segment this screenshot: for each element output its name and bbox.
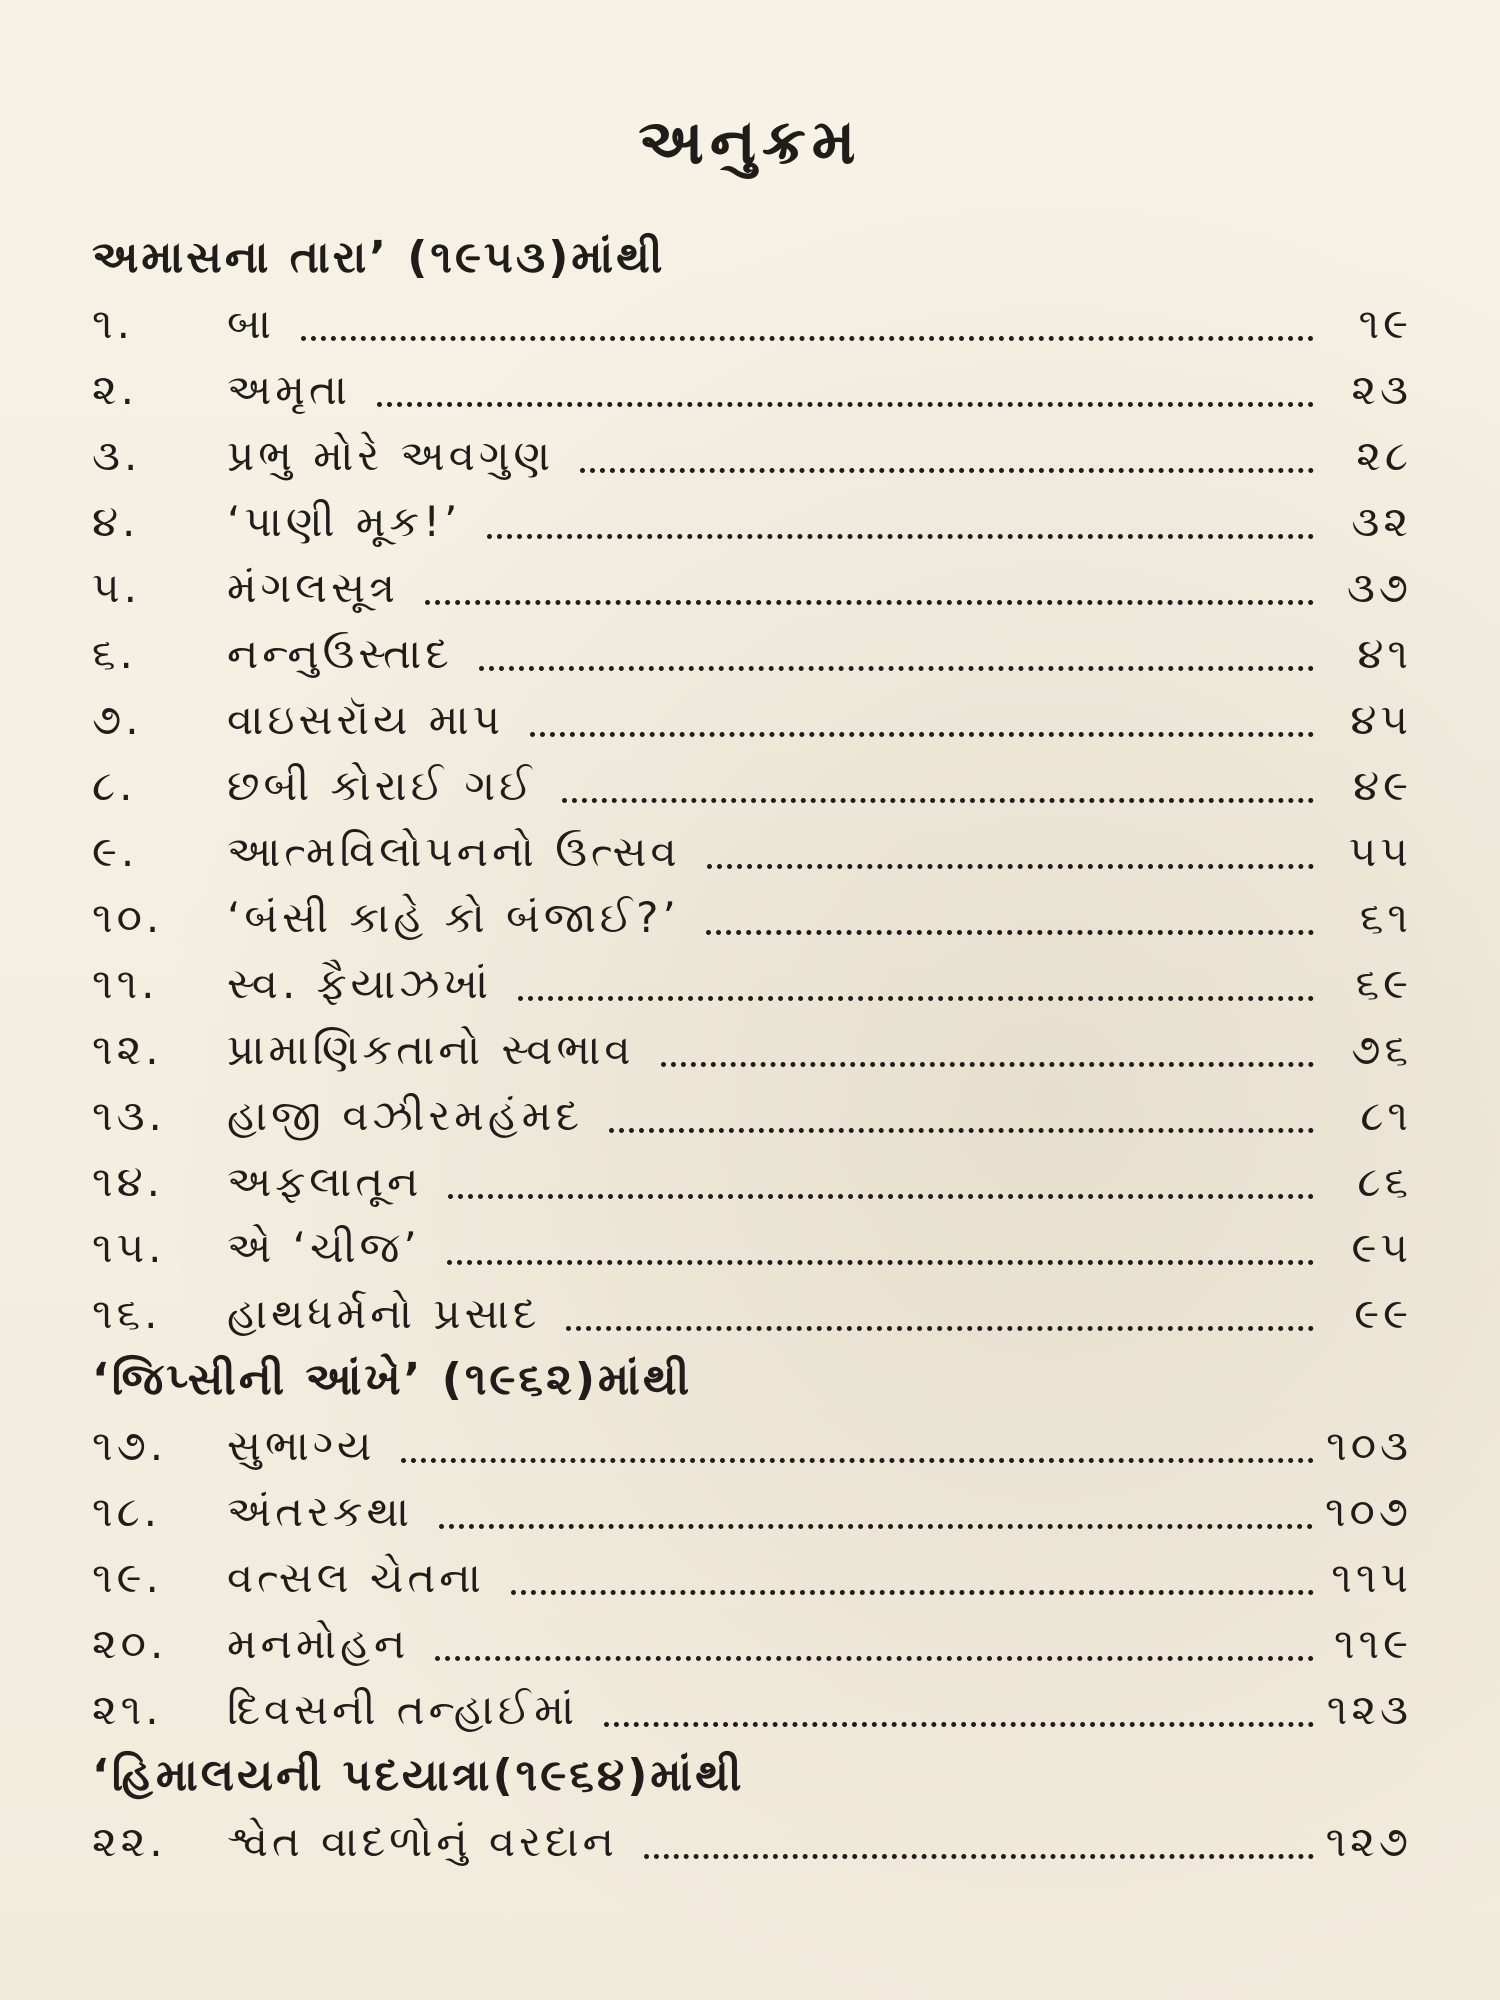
entry-number: ૧૮. [92,1487,162,1536]
entry-title: નન્નુઉસ્તાદ [227,629,453,678]
entry-title: ‘બંસી કાહે કો બંજાઈ?’ [227,893,680,942]
entry-title: મનમોહન [227,1619,410,1668]
toc-entry [92,1017,1412,1083]
entry-page: ૧૯ [1358,299,1412,348]
entry-title: અંતરકથા [227,1487,414,1536]
entry-title: ‘પાણી મૂક!’ [227,497,462,546]
toc-entry [92,1083,1412,1149]
entry-title: આત્મવિલોપનનો ઉત્સવ [227,827,681,876]
entry-number: ૨૨. [92,1817,167,1866]
entry-page: ૩૭ [1346,563,1412,612]
dot-leader [511,1590,1314,1595]
entry-page: ૧૦૭ [1324,1487,1412,1536]
toc-entry [92,555,1412,621]
entry-title: બા [227,299,276,348]
entry-number: ૬. [92,629,137,678]
toc-entry [92,1413,1412,1479]
entry-page: ૫૫ [1348,827,1412,876]
table-of-contents [92,225,1412,1875]
entry-page: ૭૬ [1351,1025,1412,1074]
toc-entry [92,291,1412,357]
toc-entry [92,1149,1412,1215]
entry-number: ૨. [92,365,139,414]
entry-page: ૩૨ [1351,497,1412,546]
entry-page: ૪૫ [1350,695,1412,744]
entry-number: ૭. [92,695,143,744]
entry-number: ૧૪. [92,1157,164,1206]
toc-entry [92,1677,1412,1743]
entry-number: ૧૩. [92,1091,166,1140]
dot-leader [447,1260,1314,1265]
entry-page: ૮૬ [1357,1157,1412,1206]
entry-page: ૬૧ [1359,893,1412,942]
entry-number: ૪. [92,497,140,546]
dot-leader [661,1062,1314,1067]
dot-leader [401,1458,1314,1463]
entry-page: ૯૫ [1351,1223,1412,1272]
entry-title: છબી કોરાઈ ગઈ [227,761,536,810]
toc-entry [92,423,1412,489]
entry-number: ૫. [92,563,141,612]
page-title: અનુક્રમ [638,105,862,178]
entry-number: ૧૭. [92,1421,168,1470]
entry-number: ૧૯. [92,1553,163,1602]
dot-leader [609,1128,1314,1133]
entry-number: ૧૦. [92,893,164,942]
entry-title: વાઇસરૉય માપ [227,695,504,744]
entry-title: દિવસની તન્હાઈમાં [227,1685,579,1734]
entry-page: ૮૧ [1360,1091,1412,1140]
entry-page: ૪૧ [1357,629,1412,678]
entry-page: ૨૩ [1351,365,1412,414]
toc-entry [92,1611,1412,1677]
entry-number: ૯. [92,827,139,876]
toc-entry [92,1281,1412,1347]
entry-title: શ્વેત વાદળોનું વરદાન [227,1817,618,1866]
entry-title: એ ‘ચીજ’ [227,1223,421,1272]
entry-page: ૬૯ [1355,959,1412,1008]
entry-title: સુભાગ્ય [227,1421,376,1470]
dot-leader [301,336,1314,341]
toc-entry [92,951,1412,1017]
entry-title: પ્રામાણિકતાનો સ્વભાવ [227,1025,635,1074]
entry-page: ૧૧૫ [1331,1553,1412,1602]
entry-title: પ્રભુ મોરે અવગુણ [227,431,555,480]
dot-leader [487,534,1314,539]
entry-number: ૧૫. [92,1223,166,1272]
dot-leader [479,666,1314,671]
entry-page: ૧૦૩ [1326,1421,1412,1470]
dot-leader [706,930,1314,935]
toc-entry [92,489,1412,555]
dot-leader [580,468,1314,473]
entry-number: ૧૬. [92,1289,162,1338]
toc-entry [92,1479,1412,1545]
entry-number: ૧. [92,299,134,348]
toc-entry [92,687,1412,753]
dot-leader [439,1524,1313,1529]
toc-entry [92,1215,1412,1281]
dot-leader [566,1326,1314,1331]
section-heading: ‘હિમાલયની પદયાત્રા(૧૯૬૪)માંથી [92,1750,745,1801]
toc-entry [92,357,1412,423]
entry-number: ૨૦. [92,1619,168,1668]
entry-page: ૨૮ [1356,431,1412,480]
dot-leader [562,798,1314,803]
entry-number: ૧૨. [92,1025,163,1074]
dot-leader [644,1854,1314,1859]
entry-page: ૧૨૭ [1325,1817,1412,1866]
entry-page: ૧૨૩ [1326,1685,1412,1734]
dot-leader [448,1194,1314,1199]
dot-leader [435,1656,1314,1661]
entry-number: ૧૧. [92,959,159,1008]
entry-title: વત્સલ ચેતના [227,1553,485,1602]
entry-title: અમૃતા [227,365,352,414]
dot-leader [530,732,1314,737]
toc-entry [92,885,1412,951]
dot-leader [377,402,1314,407]
dot-leader [707,864,1314,869]
toc-entry [92,819,1412,885]
entry-title: મંગલસૂત્ર [227,563,399,612]
toc-entry [92,1809,1412,1875]
entry-title: હાજી વઝીરમહંમદ [227,1091,583,1140]
toc-entry [92,753,1412,819]
dot-leader [604,1722,1314,1727]
section-heading: અમાસના તારા’ (૧૯૫૩)માંથી [92,232,666,283]
entry-title: હાથધર્મનો પ્રસાદ [227,1289,541,1338]
toc-entry [92,621,1412,687]
entry-title: સ્વ. ફૈયાઝખાં [227,959,493,1008]
entry-number: ૮. [92,761,137,810]
toc-entry [92,1545,1412,1611]
section-heading: ‘જિપ્સીની આંખે’ (૧૯૬૨)માંથી [92,1354,693,1405]
dot-leader [518,996,1314,1001]
entry-title: અફલાતૂન [227,1157,423,1206]
entry-page: ૪૯ [1353,761,1412,810]
dot-leader [425,600,1314,605]
entry-number: ૨૧. [92,1685,163,1734]
entry-number: ૩. [92,431,142,480]
entry-page: ૧૧૯ [1333,1619,1412,1668]
entry-page: ૯૯ [1354,1289,1412,1338]
